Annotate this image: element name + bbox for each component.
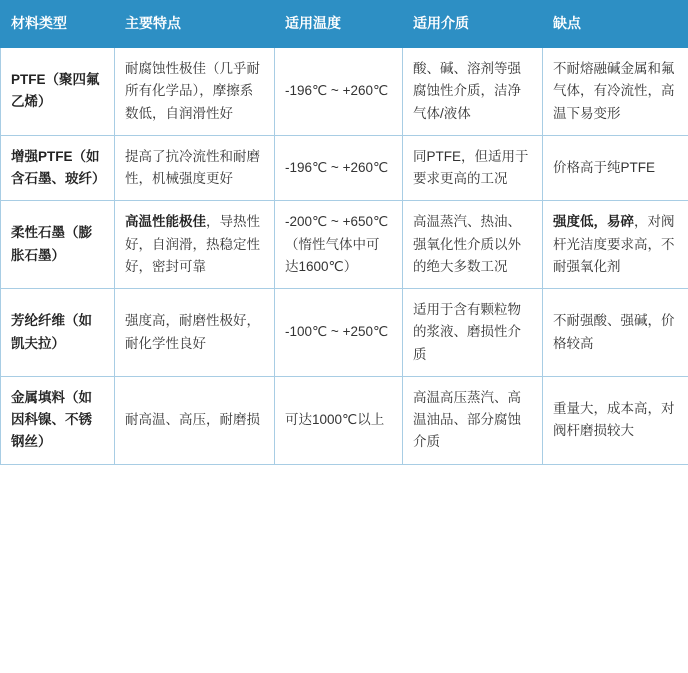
cell-drawbacks bbox=[543, 201, 688, 289]
table-row bbox=[1, 201, 688, 289]
cell-main-features: 耐腐蚀性极佳（几乎耐所有化学品），摩擦系数低，自润滑性好 bbox=[115, 48, 275, 136]
column-header-material-type: 材料类型 bbox=[1, 1, 115, 48]
cell-temperature-range: -200℃ ~ +650℃（惰性气体中可达1600℃） bbox=[275, 201, 403, 289]
cell-drawbacks: 重量大，成本高，对阀杆磨损较大 bbox=[543, 376, 688, 464]
cell-feature-highlight: 高温性能极佳 bbox=[125, 214, 206, 230]
cell-applicable-media: 适用于含有颗粒物的浆液、磨损性介质 bbox=[403, 289, 543, 377]
column-header-applicable-media: 适用介质 bbox=[403, 1, 543, 48]
cell-applicable-media: 高温蒸汽、热油、强氧化性介质以外的绝大多数工况 bbox=[403, 201, 543, 289]
cell-drawbacks: 不耐强酸、强碱，价格较高 bbox=[543, 289, 688, 377]
cell-main-features: 强度高，耐磨性极好，耐化学性良好 bbox=[115, 289, 275, 377]
table-row bbox=[1, 376, 688, 464]
table-row bbox=[1, 48, 688, 136]
table-row bbox=[1, 135, 688, 201]
cell-drawback-rest: ，对阀杆光洁度要求高，不耐强氧化剂 bbox=[553, 214, 675, 274]
cell-temperature-range: -100℃ ~ +250℃ bbox=[275, 289, 403, 377]
cell-drawbacks: 价格高于纯PTFE bbox=[543, 135, 688, 201]
cell-feature-rest: ，导热性好，自润滑，热稳定性好，密封可靠 bbox=[125, 214, 260, 274]
table-header bbox=[1, 1, 688, 48]
cell-material-type: 芳纶纤维（如凯夫拉） bbox=[1, 289, 115, 377]
cell-applicable-media: 同PTFE，但适用于要求更高的工况 bbox=[403, 135, 543, 201]
table-body bbox=[1, 48, 688, 465]
cell-main-features bbox=[115, 201, 275, 289]
cell-temperature-range: 可达1000℃以上 bbox=[275, 376, 403, 464]
cell-material-type: 增强PTFE（如含石墨、玻纤） bbox=[1, 135, 115, 201]
cell-applicable-media: 高温高压蒸汽、高温油品、部分腐蚀介质 bbox=[403, 376, 543, 464]
table-row bbox=[1, 289, 688, 377]
table-header-row bbox=[1, 1, 688, 48]
cell-main-features: 耐高温、高压，耐磨损 bbox=[115, 376, 275, 464]
cell-drawback-highlight: 强度低，易碎 bbox=[553, 214, 634, 230]
column-header-temperature-range: 适用温度 bbox=[275, 1, 403, 48]
cell-material-type: 金属填料（如因科镍、不锈钢丝） bbox=[1, 376, 115, 464]
cell-drawbacks: 不耐熔融碱金属和氟气体，有冷流性，高温下易变形 bbox=[543, 48, 688, 136]
cell-main-features: 提高了抗冷流性和耐磨性，机械强度更好 bbox=[115, 135, 275, 201]
cell-temperature-range: -196℃ ~ +260℃ bbox=[275, 135, 403, 201]
cell-material-type: PTFE（聚四氟乙烯） bbox=[1, 48, 115, 136]
cell-temperature-range: -196℃ ~ +260℃ bbox=[275, 48, 403, 136]
cell-material-type: 柔性石墨（膨胀石墨） bbox=[1, 201, 115, 289]
column-header-drawbacks: 缺点 bbox=[543, 1, 688, 48]
column-header-main-features: 主要特点 bbox=[115, 1, 275, 48]
cell-applicable-media: 酸、碱、溶剂等强腐蚀性介质，洁净气体/液体 bbox=[403, 48, 543, 136]
